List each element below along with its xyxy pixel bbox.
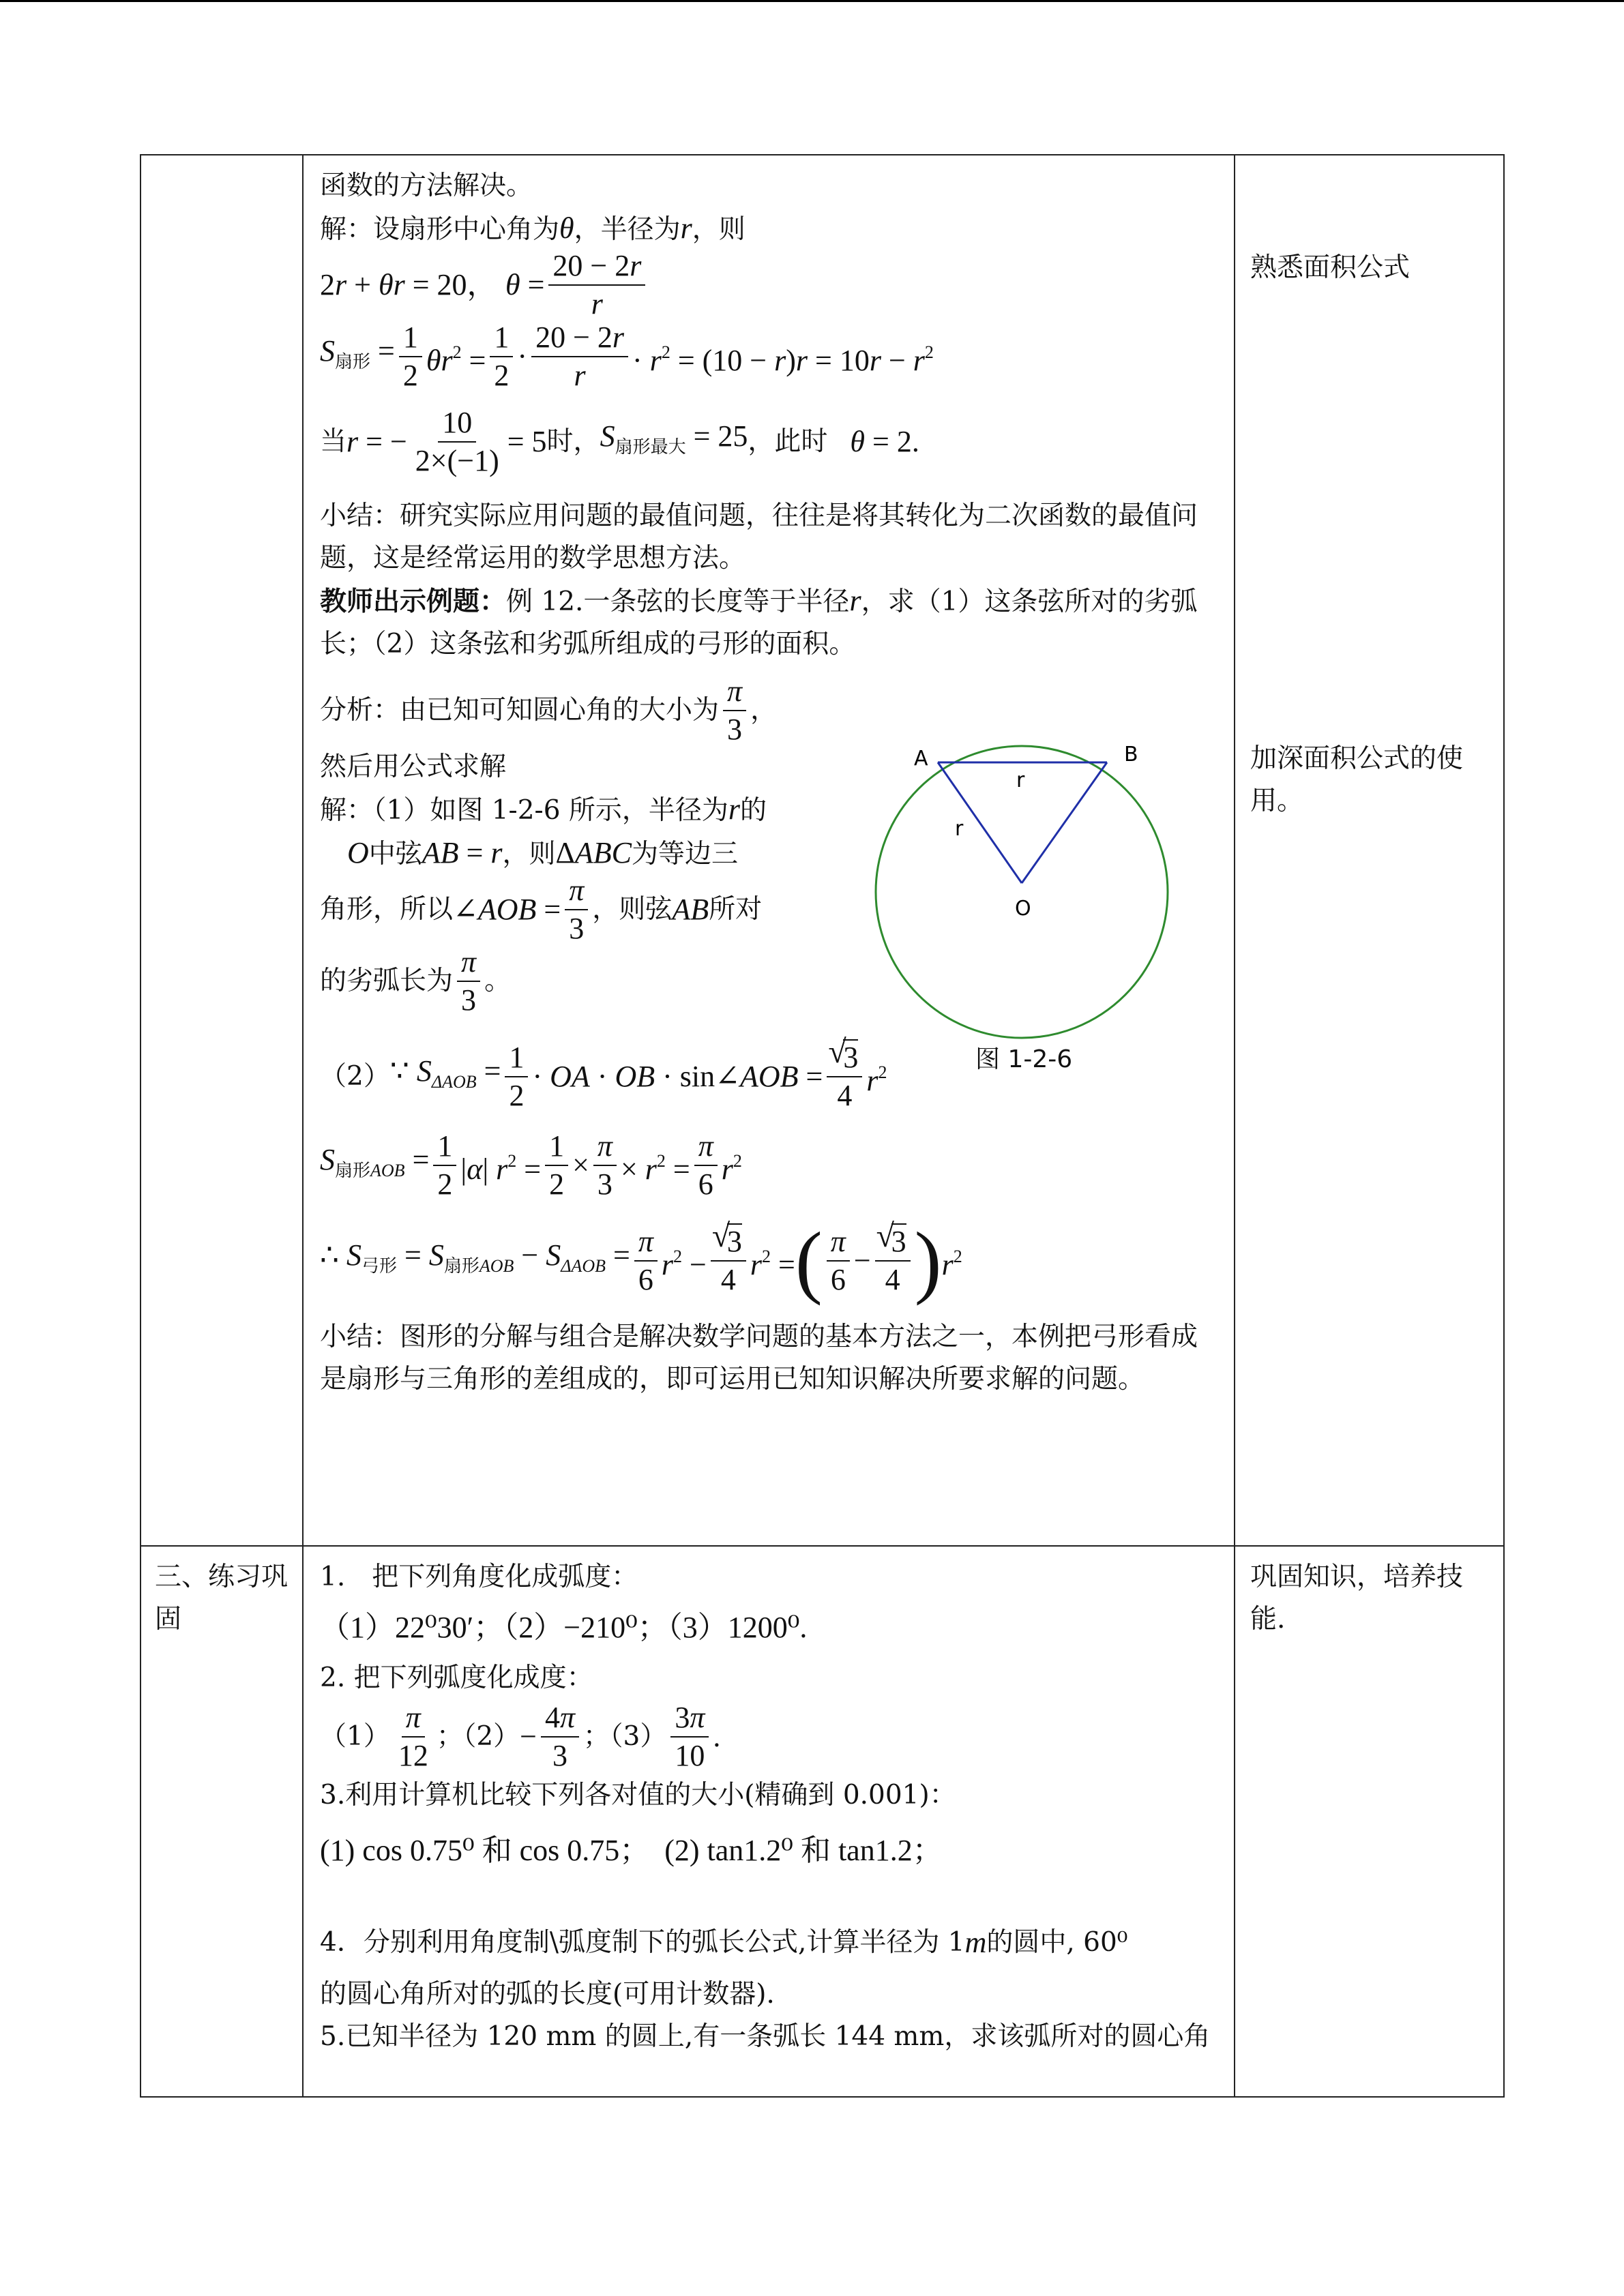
solution-intro: 解：设扇形中心角为θ，半径为r，则 [320, 211, 745, 245]
exercise-4 [320, 1912, 1217, 1973]
text-span: ，则弦 [592, 894, 673, 925]
purpose-3: 巩固知识，培养技能. [1250, 1562, 1464, 1635]
sol1-line2: O中弦AB = r，则ΔABC为等边三 [347, 836, 738, 869]
text-span: 的 [740, 795, 767, 826]
exercise-2-items: （1） $\frac{\pi}{12}$ ；（2） − $\frac{4\pi}{3}$ ；（3） $\frac{3\pi}{10}$ . [320, 1701, 721, 1772]
purpose-cell [1235, 155, 1504, 1546]
purpose-1: 熟悉面积公式 [1250, 252, 1411, 283]
text-span: 的劣弧长为 [320, 966, 454, 996]
sol1-line1: 解：（1）如图 1-2-6 所示，半径为r的 [320, 792, 767, 826]
summary-2: 小结：图形的分解与组合是解决数学问题的基本方法之一，本例把弓形看成是扇形与三角形的差组成的，即可运用已知知识解决所要求解的问题。 [320, 1322, 1198, 1395]
exercise-content [304, 1547, 1234, 2058]
label-b: B [1124, 743, 1138, 766]
purpose-2: 加深面积公式的使用。 [1250, 743, 1464, 816]
text-span: 为等边三 [631, 839, 738, 869]
text-span: ，此时 [748, 426, 828, 457]
figure-1-2-6 [846, 723, 1173, 1077]
label-a: A [914, 747, 928, 771]
label-r-radius: r [955, 817, 964, 841]
example12-prompt: 教师出示例题：例 12.一条弦的长度等于半径r，求（1）这条弦所对的劣弧长；（2）这条弦和劣弧所组成的弓形的面积。 [320, 584, 1198, 659]
text-span: ，则 [502, 839, 556, 869]
sol1-line4: 的劣弧长为 $\frac{\pi}{3}$ 。 [320, 945, 512, 1017]
text-span: 角形，所以 [320, 894, 454, 925]
equation-perimeter: 2r + θr = 20， θ = $\frac{20 - 2r}{r}$ [320, 251, 1217, 319]
text-span: 当 [320, 426, 347, 457]
exercise-2: 2. 把下列弧度化成度： [320, 1663, 593, 1693]
stage-cell [141, 1546, 303, 2097]
analysis-line: 分析：由已知可知圆心角的大小为 $\frac{\pi}{3}$ ， [320, 674, 778, 746]
exercise-3: 3.利用计算机比较下列各对值的大小(精确到 0.001)： [320, 1780, 956, 1810]
text-span: ，则 [692, 214, 745, 245]
text-span: ，求（1）这条弦所对的劣弧长；（2）这条弦和劣弧所组成的弓形的面积。 [320, 586, 1198, 659]
exercise-4-line2: 的圆心角所对的弧的长度(可用计数器). [320, 1979, 775, 2010]
text-span: 例 12.一条弦的长度等于半径 [506, 586, 850, 617]
text-span: 时， [546, 426, 600, 457]
text-line: 函数的方法解决。 [320, 170, 533, 201]
text-span: （1）22⁰30′；（2）−210⁰；（3）1200⁰. [320, 1611, 808, 1644]
equation-segment-area: ∴ $S_{弓形} = S_{扇形AOB} - S_{\Delta AOB}$ = $\frac{\pi}{6}$ $r^2$ − √ $\frac{3}{4}$ $r^2$ = ( $\frac{\pi}{6}$ − √ $\frac{3}{4}$ ) $r^2$ [320, 1210, 1217, 1312]
text-span: 解：（1）如图 1-2-6 所示，半径为 [320, 795, 728, 826]
text-span: 解：设扇形中心角为 [320, 214, 560, 245]
figure-caption: 图 1-2-6 [975, 1045, 1073, 1073]
stage-label: 三、练习巩固 [155, 1562, 289, 1635]
text-span: 所对 [709, 894, 763, 925]
example12-solution [320, 675, 838, 1019]
sol1-line3: 角形，所以 ∠AOB = $\frac{\pi}{3}$ ，则弦 AB 所对 [320, 874, 763, 945]
text-span: 中弦 [368, 839, 422, 869]
equation-area: $S_{扇形}$ = $\frac{1}{2}$ $\theta r^2$ = $\frac{1}{2}$ · $\frac{20 - 2r}{r}$ · $r^2 = (10 - r)r = 10r - r^2$ [320, 320, 934, 392]
table-row [141, 155, 1504, 1546]
page-top-rule [0, 0, 1624, 2]
text-span: ，半径为 [574, 214, 681, 245]
label-o: O [1015, 897, 1031, 921]
exercise-1: 1. 把下列角度化成弧度： [320, 1562, 638, 1592]
circle-figure [846, 723, 1173, 1077]
text-span: m [964, 1926, 987, 1959]
text-span: 的圆中, 60⁰ [986, 1927, 1128, 1958]
table-row [141, 1546, 1504, 2097]
summary-1: 小结：研究实际应用问题的最值问题，往往是将其转化为二次函数的最值问题，这是经常运用的数学思想方法。 [320, 501, 1198, 573]
text-span: (1) cos 0.75⁰ 和 cos 0.75； (2) tan1.2⁰ 和 tan1.2； [320, 1834, 943, 1867]
text-span: （2） [320, 1061, 390, 1092]
content-cell [303, 1546, 1235, 2097]
stage-cell [141, 155, 303, 1546]
radius-oa [938, 762, 1022, 883]
exercise-1-items [320, 1598, 1217, 1657]
teacher-label: 教师出示例题： [320, 586, 507, 617]
text-line: 然后用公式求解 [320, 751, 507, 782]
equation-triangle-area: （2） ∵ $S_{\Delta AOB}$ = $\frac{1}{2}$ · OA · OB · sin∠AOB = √ $\frac{3}{4}$ $r^2$ [320, 1032, 1217, 1121]
equation-max: 当 r = − $\frac{10}{2\times(-1)}$ = 5 时， $S_{扇形最大} = 25$ ，此时 θ = 2. [320, 406, 919, 477]
exercise-3-items [320, 1817, 1217, 1885]
radius-ob [1022, 762, 1107, 883]
lesson-table [140, 154, 1505, 2098]
purpose-cell [1235, 1546, 1504, 2097]
text-span: 4．分别利用角度制\弧度制下的弧长公式,计算半径为 1 [320, 1927, 965, 1958]
equation-sector-area: $S_{扇形AOB}$ = $\frac{1}{2}$ |α| $r^2$ = $\frac{1}{2}$ × $\frac{\pi}{3}$ × $r^2$ = $\frac{\pi}{6}$ $r^2$ [320, 1129, 742, 1201]
exercise-5: 5.已知半径为 120 mm 的圆上,有一条弧长 144 mm，求该弧所对的圆心角 [320, 2021, 1211, 2052]
text-span: 分析：由已知可知圆心角的大小为 [320, 695, 720, 726]
label-r-chord: r [1016, 769, 1025, 792]
